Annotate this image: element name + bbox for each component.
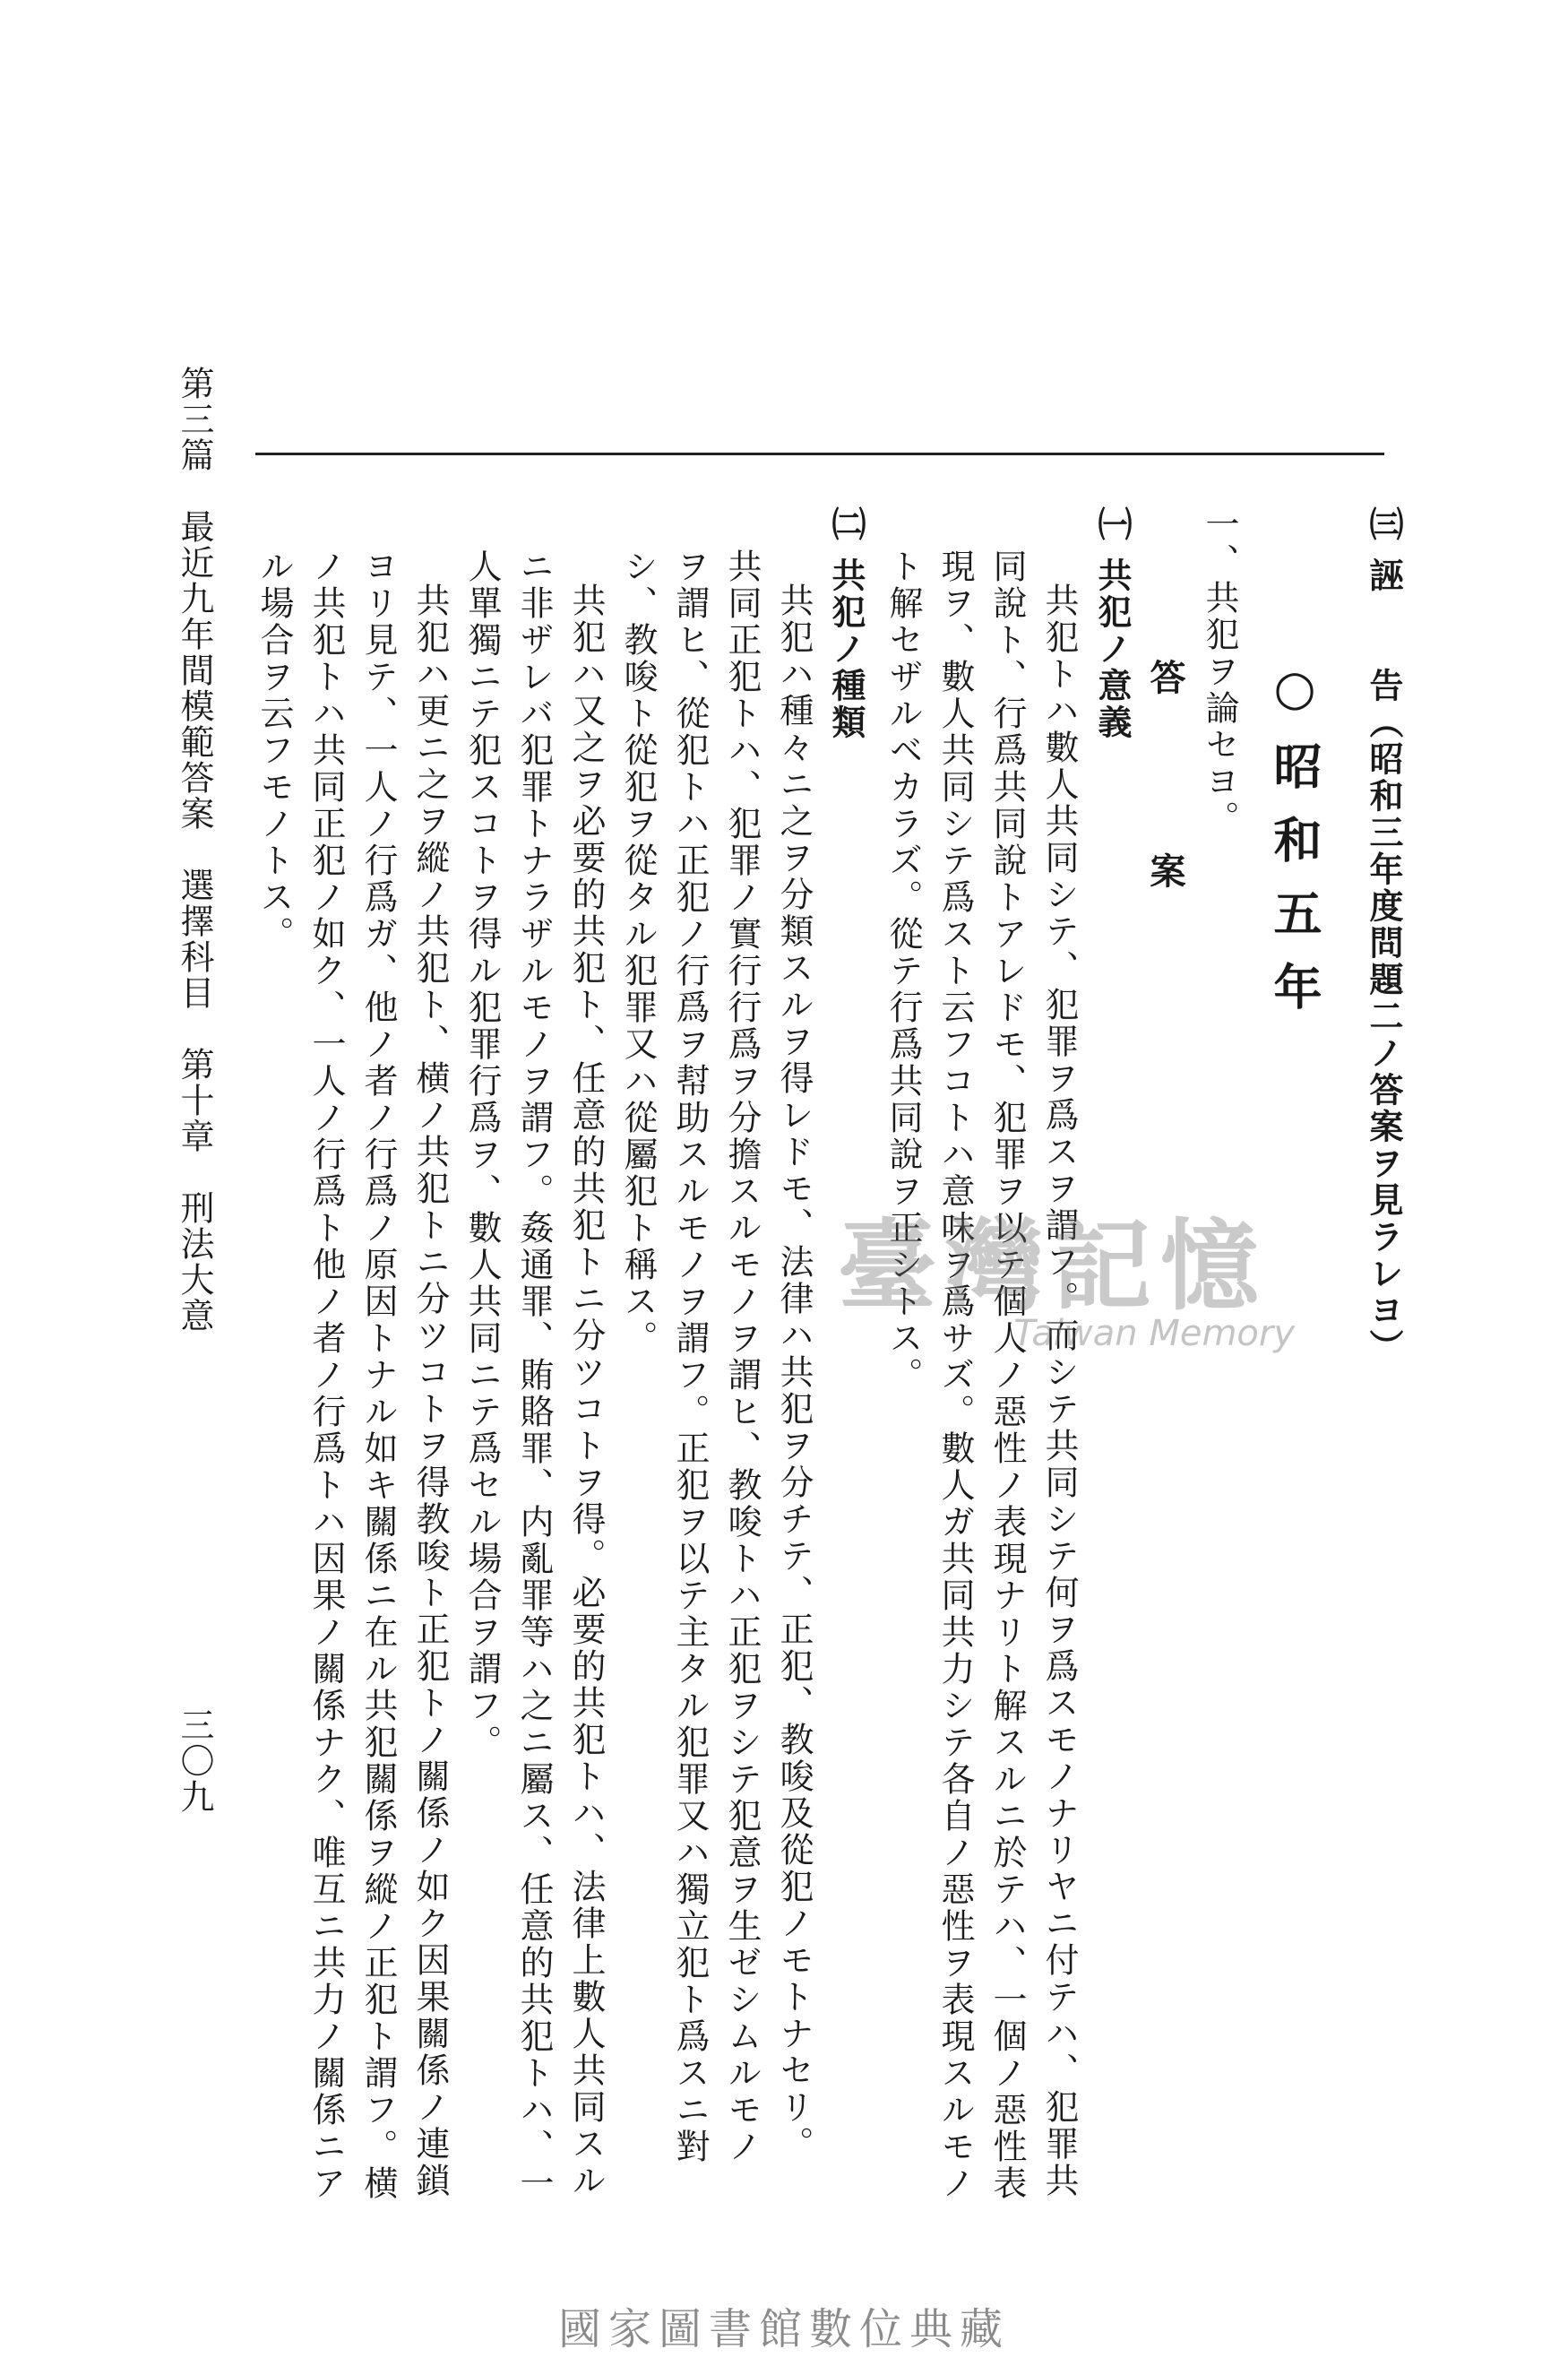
body-line: ヨリ見テ、一人ノ行爲ガ、他ノ者ノ行爲ノ原因トナル如キ關係ニ在ル共犯關係ヲ縱ノ正犯ト謂フ。横 (358, 548, 398, 2202)
body-line: 共犯トハ數人共同シテ、犯罪ヲ爲スヲ謂フ。而シテ共同シテ何ヲ爲スモノナリヤニ付テハ、犯罪共 (1039, 583, 1079, 2199)
watermark-en-text: Taiwan Memory (1013, 1313, 1295, 1354)
body-line: シ、教唆ト從犯ヲ從タル犯罪又ハ從屬犯ト稱ス。 (618, 548, 658, 1357)
year-heading: ○昭和五年 (1266, 659, 1323, 1035)
answer-heading: 答 案 (1144, 659, 1186, 901)
body-line: ニ非ザレバ犯罪トナラザルモノヲ謂フ。姦通罪、賄賂罪、内亂罪等ハ之ニ屬ス、任意的共犯トハ、一 (514, 548, 554, 2202)
body-line: ノ共犯トハ共同正犯ノ如ク、一人ノ行爲ト他ノ者ノ行爲トハ因果ノ關係ナク、唯互ニ共力ノ關係ニア (306, 548, 346, 2202)
question-line: 一、共犯ヲ論セヨ。 (1200, 506, 1239, 837)
body-line: 共同正犯トハ、犯罪ノ實行行爲ヲ分擔スルモノヲ謂ヒ、教唆トハ正犯ヲシテ犯意ヲ生ゼシムルモノ (722, 548, 762, 2165)
library-footer: 國家圖書館數位典藏 (557, 2304, 1010, 2354)
body-line: 同說ト、行爲共同說トアレドモ、犯罪ヲ以テ個人ノ惡性ノ表現ナリト解スルニ於テハ、一個ノ惡性表 (987, 548, 1027, 2202)
running-header: 第三篇 最近九年間模範答案 選擇科目 第十章 刑法大意 (175, 366, 214, 1334)
header-rule (255, 453, 1384, 455)
body-line: ル場合ヲ云フモノトス。 (254, 548, 294, 953)
body-line: 現ヲ、數人共同シテ爲スト云フコトハ意味ヲ爲サズ。數人ガ共同共力シテ各自ノ惡性ヲ表現スルモノ (935, 548, 975, 2202)
watermark-cjk-text: 臺灣記憶 (838, 1208, 1268, 1324)
taiwan-memory-watermark (811, 1188, 1295, 1394)
body-line: 共犯ハ又之ヲ必要的共犯ト、任意的共犯トニ分ツコトヲ得。必要的共犯トハ、法律上數人共同スル (566, 583, 606, 2199)
page-number: 三〇九 (175, 1707, 214, 1815)
body-line: ト解セザルベカラズ。從テ行爲共同說ヲ正シトス。 (883, 548, 923, 1394)
subheading-types: ㈡ 共犯ノ種類 (826, 506, 866, 742)
subheading-meaning: ㈠ 共犯ノ意義 (1092, 506, 1133, 742)
body-line: 共犯ハ更ニ之ヲ縱ノ共犯ト、横ノ共犯トニ分ツコトヲ得教唆ト正犯トノ關係ノ如ク因果關係ノ連鎖 (410, 583, 450, 2199)
body-line: 共犯ハ種々ニ之ヲ分類スルヲ得レドモ、法律ハ共犯ヲ分チテ、正犯、教唆及從犯ノモトナセリ。 (774, 583, 814, 2163)
body-line: ヲ謂ヒ、從犯トハ正犯ノ行爲ヲ幇助スルモノヲ謂フ。正犯ヲ以テ主タル犯罪又ハ獨立犯ト爲スニ對 (670, 548, 710, 2165)
body-line: 人單獨ニテ犯スコトヲ得ル犯罪行爲ヲ、數人共同ニテ爲セル場合ヲ謂フ。 (462, 548, 502, 1761)
section-heading-slander: ㈢ 誣 告（昭和三年度問題二ノ答案ヲ見ラレヨ） (1364, 506, 1404, 1367)
